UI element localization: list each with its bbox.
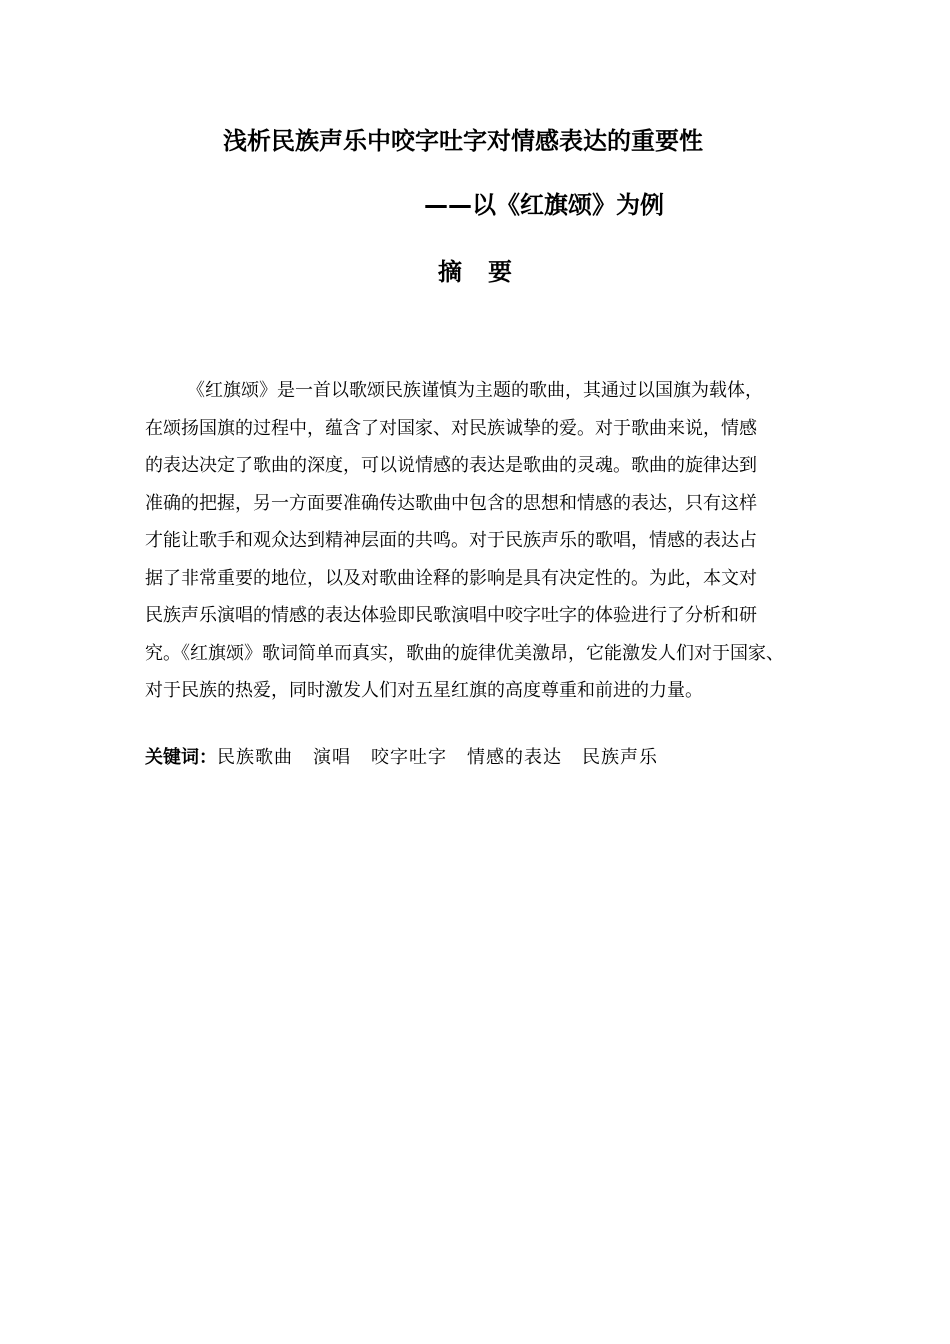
abstract-line: 才能让歌手和观众达到精神层面的共鸣。对于民族声乐的歌唱，情感的表达占 <box>145 530 757 551</box>
abstract-line: 的表达决定了歌曲的深度，可以说情感的表达是歌曲的灵魂。歌曲的旋律达到 <box>145 455 757 476</box>
paper-subtitle: ——以《红旗颂》为例 <box>424 191 664 219</box>
abstract-heading: 摘要 <box>438 258 538 286</box>
keyword: 演唱 <box>313 747 351 768</box>
abstract-body <box>145 372 825 710</box>
abstract-line: 准确的把握，另一方面要准确传达歌曲中包含的思想和情感的表达，只有这样 <box>145 492 757 514</box>
keywords-label: 关键词： <box>145 747 217 768</box>
keyword: 民族歌曲 <box>217 747 293 768</box>
keyword: 咬字吐字 <box>371 747 447 768</box>
abstract-line: 民族声乐演唱的情感的表达体验即民歌演唱中咬字吐字的体验进行了分析和研 <box>145 605 757 626</box>
keyword: 民族声乐 <box>582 747 658 768</box>
abstract-line: 对于民族的热爱，同时激发人们对五星红旗的高度尊重和前进的力量。 <box>145 680 703 701</box>
abstract-line: 在颂扬国旗的过程中，蕴含了对国家、对民族诚挚的爱。对于歌曲来说，情感 <box>145 417 757 439</box>
paper-title: 浅析民族声乐中咬字吐字对情感表达的重要性 <box>223 127 703 155</box>
keywords-row <box>145 743 678 773</box>
abstract-line: 究。《红旗颂》歌词简单而真实，歌曲的旋律优美激昂，它能激发人们对于国家、 <box>145 642 784 664</box>
abstract-line: 据了非常重要的地位，以及对歌曲诠释的影响是具有决定性的。为此，本文对 <box>145 567 757 589</box>
abstract-line: 《红旗颂》是一首以歌颂民族谨慎为主题的歌曲，其通过以国旗为载体， <box>187 380 763 401</box>
keyword: 情感的表达 <box>467 747 562 768</box>
